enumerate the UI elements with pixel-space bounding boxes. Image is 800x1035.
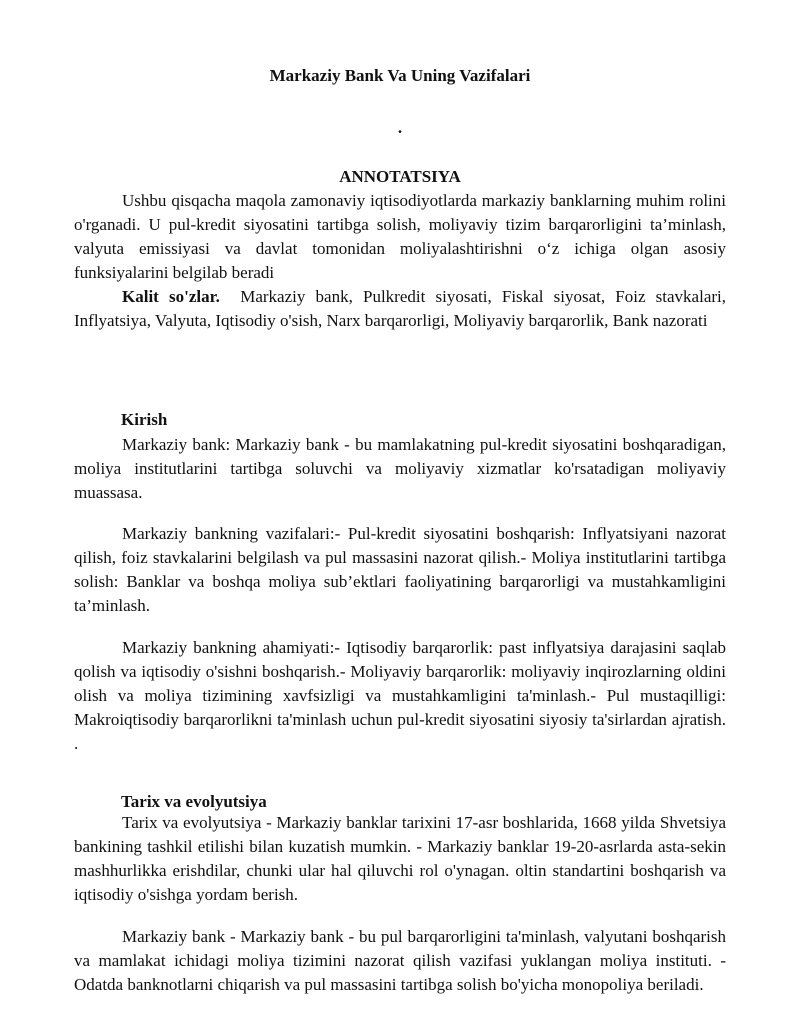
section-heading-intro: Kirish	[121, 410, 168, 429]
annotation-heading: ANNOTATSIYA	[339, 167, 461, 186]
intro-paragraph-2: Markaziy bankning vazifalari:- Pul-kredit siyosatini boshqarish: Inflyatsiyani nazorat qilish, foiz stavkalarini belgilash va pul massasini nazorat qilish.- Moliya institutlarini tartibga solish: Banklar va boshqa moliya sub’ektlari faoliyatining barqarorligi va mustahkamligini ta’minlash.	[74, 524, 726, 615]
intro-paragraph-3: Markaziy bankning ahamiyati:- Iqtisodiy barqarorlik: past inflyatsiya darajasini saqlab qolish va iqtisodiy o'sishni boshqarish.- Moliyaviy barqarorlik: moliyaviy inqirozlarning oldini olish va moliya tizimining xavfsizligi va mustahkamligini ta'minlash.- Pul mustaqilligi: Makroiqtisodiy barqarorlikni ta'minlash uchun pul-kredit siyosatini siyosiy ta'sirlardan ajratish. .	[74, 638, 726, 753]
keywords-text: Markaziy bank, Pulkredit siyosati, Fiskal siyosat, Foiz stavkalari, Inflyatsiya, Valyuta, Iqtisodiy o'sish, Narx barqarorligi, Moliyaviy barqarorlik, Bank nazorati	[74, 287, 726, 330]
document-title: Markaziy Bank Va Uning Vazifalari	[269, 66, 531, 85]
history-paragraph-2: Markaziy bank - Markaziy bank - bu pul barqarorligini ta'minlash, valyutani boshqarish va mamlakat ichidagi moliya tizimini nazorat qilish vazifasi yuklangan moliya instituti. - Odatda banknotlarni chiqarish va pul massasini tartibga solish bo'yicha monopoliya beriladi.	[74, 927, 726, 994]
history-paragraph-1: Tarix va evolyutsiya - Markaziy banklar tarixini 17-asr boshlarida, 1668 yilda Shvetsiya bankining tashkil etilishi bilan kuzatish mumkin. - Markaziy banklar 19-20-asrlarda asta-sekin mashhurlikka erishdilar, chunki ular hal qiluvchi rol o'ynagan. oltin standartini boshqarish va iqtisodiy o'sishga yordam berish.	[74, 813, 726, 904]
keywords-paragraph	[74, 285, 726, 333]
keywords-label: Kalit so'zlar.	[122, 287, 220, 306]
annotation-paragraph: Ushbu qisqacha maqola zamonaviy iqtisodiyotlarda markaziy banklarning muhim rolini o'rganadi. U pul-kredit siyosatini tartibga solish, moliyaviy tizim barqarorligini ta’minlash, valyuta emissiyasi va davlat tomonidan moliyalashtirishni o‘z ichiga olgan asosiy funksiyalarini belgilab beradi	[74, 191, 726, 282]
title-separator-dot: .	[397, 118, 403, 137]
section-heading-history: Tarix va evolyutsiya	[121, 792, 267, 811]
intro-paragraph-1: Markaziy bank: Markaziy bank - bu mamlakatning pul-kredit siyosatini boshqaradigan, moliya institutlarini tartibga soluvchi va moliyaviy xizmatlar ko'rsatadigan moliyaviy muassasa.	[74, 435, 726, 502]
